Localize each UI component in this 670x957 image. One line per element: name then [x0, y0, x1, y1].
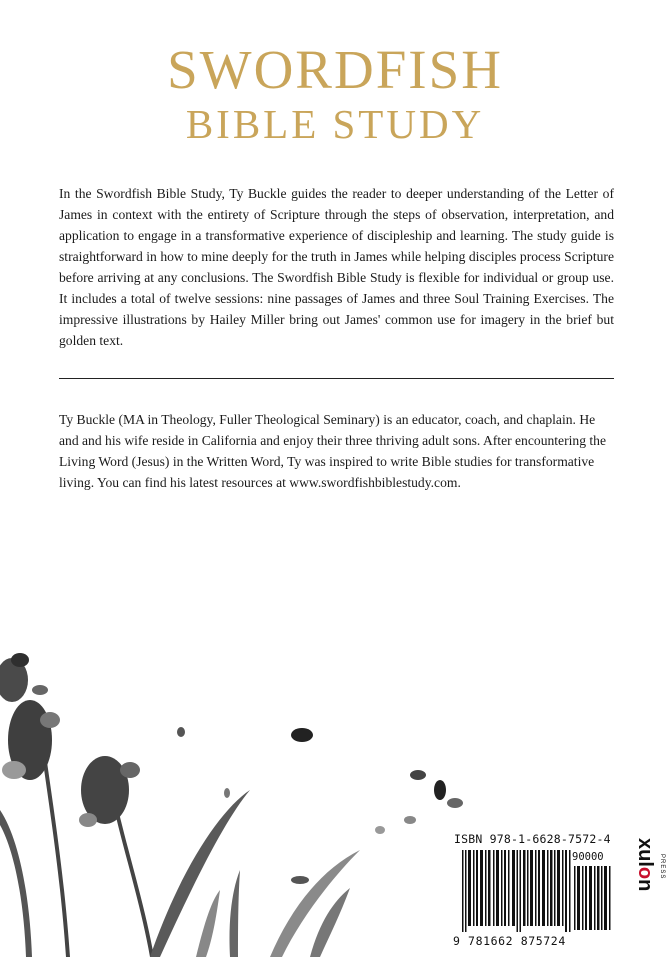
divider-rule	[59, 378, 614, 379]
book-description: In the Swordfish Bible Study, Ty Buckle guides the reader to deeper understanding of the Letter of James in context with the entirety of Scripture through the steps of observation, interpretation, and application to engage in a transformative experience of discipleship and learning. The study guide is straightforward in how to mine deeply for the truth in James while helping disciples process Scripture before arriving at any conclusions. The Swordfish Bible Study is flexible for individual or group use. It includes a total of twelve sessions: nine passages of James and three Soul Training Exercises. The impressive illustrations by Hailey Miller bring out James' common use for imagery in the brief but golden text.	[59, 186, 614, 348]
xulon-press-logo	[614, 836, 665, 910]
svg-text:PRESS: PRESS	[659, 854, 665, 880]
book-title-line-2: BIBLE STUDY	[185, 101, 485, 147]
isbn-label: ISBN 978-1-6628-7572-4	[454, 832, 611, 846]
svg-text:xulon: xulon	[634, 838, 656, 892]
ean-barcode	[462, 850, 572, 932]
isbn-digits: 9 781662 875724	[453, 934, 566, 948]
book-title-line-1: SWORDFISH	[167, 39, 503, 100]
price-code: 90000	[572, 851, 604, 863]
lavender-illustration	[0, 620, 480, 957]
price-barcode	[574, 866, 612, 930]
author-bio: Ty Buckle (MA in Theology, Fuller Theological Seminary) is an educator, coach, and chaplain. He and and his wife reside in California and enjoy their three thriving adult sons. After encountering the Living Word (Jesus) in the Written Word, Ty was inspired to write Bible studies for transformative living. You can find his latest resources at www.swordfishbiblestudy.com.	[59, 412, 606, 490]
